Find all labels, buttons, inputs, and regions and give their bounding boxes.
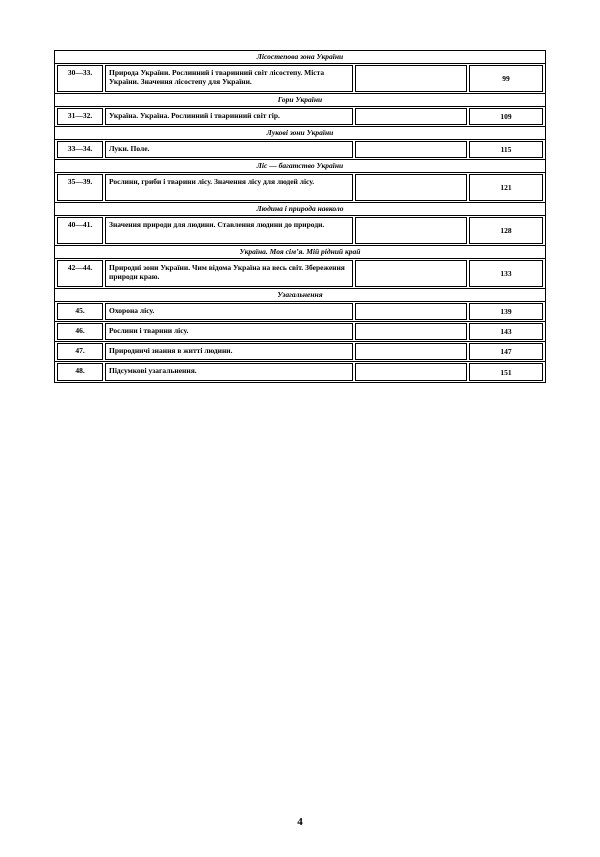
contents-entry-row [55, 302, 545, 322]
lesson-number: 45. [57, 303, 103, 320]
lesson-page-number: 109 [469, 108, 543, 125]
lesson-number: 33—34. [57, 141, 103, 158]
lesson-title: Рослини і тварини лісу. [105, 323, 353, 340]
empty-cell [355, 141, 467, 158]
section-heading: Гори України [55, 94, 545, 107]
lesson-title: Природні зони України. Чим відома Україна на весь світ. Збереження природи краю. [105, 260, 353, 287]
contents-entry-row [55, 140, 545, 160]
lesson-title: Природничі знання в житті людини. [105, 343, 353, 360]
empty-cell [355, 108, 467, 125]
lesson-number: 31—32. [57, 108, 103, 125]
empty-cell [355, 217, 467, 244]
page-number: 4 [297, 816, 303, 828]
lesson-page-number: 133 [469, 260, 543, 287]
lesson-number: 47. [57, 343, 103, 360]
section-heading: Людина і природа навколо [55, 203, 545, 216]
empty-cell [355, 303, 467, 320]
contents-entry-row [55, 107, 545, 127]
empty-cell [355, 363, 467, 381]
lesson-number: 46. [57, 323, 103, 340]
contents-table [54, 50, 546, 383]
lesson-title: Луки. Поле. [105, 141, 353, 158]
empty-cell [355, 174, 467, 201]
empty-cell [355, 65, 467, 92]
lesson-title: Значення природи для людини. Ставлення людини до природи. [105, 217, 353, 244]
lesson-title: Охорона лісу. [105, 303, 353, 320]
lesson-title: Природа України. Рослинний і тваринний світ лісостепу. Міста України. Значення лісостепу для України. [105, 65, 353, 92]
contents-entry-row [55, 322, 545, 342]
lesson-page-number: 128 [469, 217, 543, 244]
section-heading: Ліс — багатство України [55, 160, 545, 173]
empty-cell [355, 343, 467, 360]
lesson-page-number: 139 [469, 303, 543, 320]
contents-entry-row [55, 64, 545, 94]
lesson-number: 48. [57, 363, 103, 381]
lesson-page-number: 151 [469, 363, 543, 381]
empty-cell [355, 323, 467, 340]
lesson-title: Україна. Україна. Рослинний і тваринний світ гір. [105, 108, 353, 125]
lesson-number: 30—33. [57, 65, 103, 92]
lesson-page-number: 143 [469, 323, 543, 340]
lesson-page-number: 115 [469, 141, 543, 158]
lesson-page-number: 121 [469, 174, 543, 201]
contents-entry-row [55, 259, 545, 289]
section-heading: Україна. Моя сім’я. Мій рідний край [55, 246, 545, 259]
contents-entry-row [55, 216, 545, 246]
lesson-title: Підсумкові узагальнення. [105, 363, 353, 381]
lesson-number: 42—44. [57, 260, 103, 287]
lesson-title: Рослини, гриби і тварини лісу. Значення лісу для людей лісу. [105, 174, 353, 201]
lesson-page-number: 147 [469, 343, 543, 360]
section-heading: Лісостепова зона України [55, 51, 545, 64]
lesson-page-number: 99 [469, 65, 543, 92]
contents-entry-row [55, 173, 545, 203]
section-heading: Узагальнення [55, 289, 545, 302]
empty-cell [355, 260, 467, 287]
contents-entry-row [55, 362, 545, 382]
lesson-number: 40—41. [57, 217, 103, 244]
contents-entry-row [55, 342, 545, 362]
lesson-number: 35—39. [57, 174, 103, 201]
section-heading: Лукові зони України [55, 127, 545, 140]
